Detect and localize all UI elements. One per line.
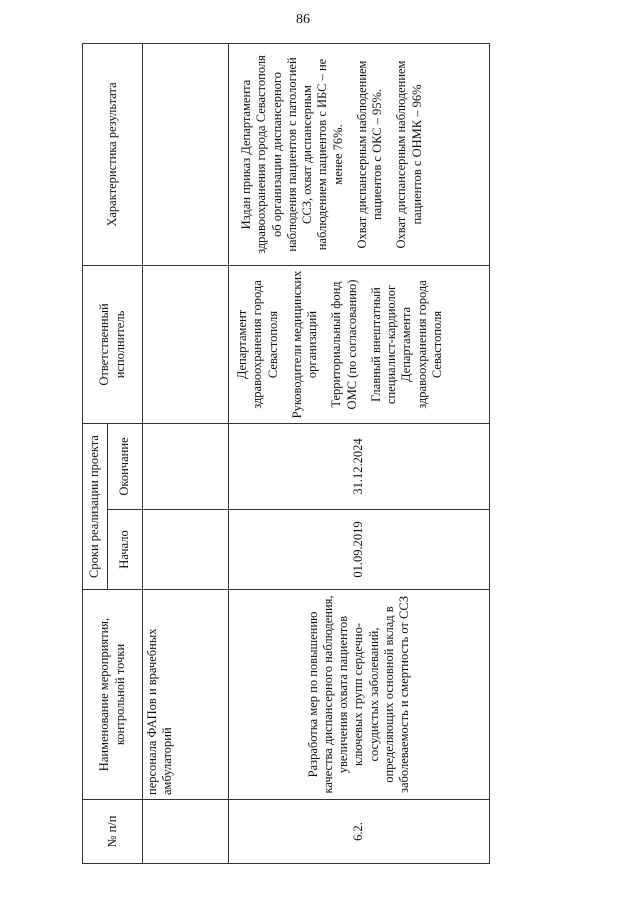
header-result: Характеристика результата xyxy=(83,44,143,266)
header-executor: Ответственный исполнитель xyxy=(83,266,143,424)
row-end: 31.12.2024 xyxy=(229,424,490,510)
page-number: 86 xyxy=(296,12,310,27)
header-terms: Сроки реализации проекта xyxy=(83,424,108,590)
row-start: 01.09.2019 xyxy=(229,510,490,590)
header-num: № п/п xyxy=(83,800,143,864)
row-name xyxy=(143,590,229,800)
table-row xyxy=(143,44,229,864)
executor-department: Департамент здравоохранения города Севастополя xyxy=(235,280,280,409)
executor-cardiologist: Главный внештатный специалист-кардиолог Департамента здравоохранения города Севастополя xyxy=(368,280,444,409)
row-num xyxy=(143,800,229,864)
header-start: Начало xyxy=(108,510,143,590)
row-num: 6.2. xyxy=(229,800,490,864)
row-name-text: персонала ФАПов и врачебных амбулаторий xyxy=(145,628,175,795)
project-activities-table xyxy=(82,43,490,864)
result-order: Издан приказ Департамента здравоохранения города Севастополя об организации диспансерного наблюдения пациентов с патологией ССЗ, охват диспансерным наблюдением пациентов с ИБС – не менее 76%. xyxy=(239,55,345,254)
row-name xyxy=(229,590,490,800)
row-end xyxy=(143,424,229,510)
executor-oms-fund: Территориальный фонд ОМС (по согласованию) xyxy=(329,279,359,410)
header-name: Наименование мероприятия, контрольной точки xyxy=(83,590,143,800)
row-name-text: Разработка мер по повышению качества диспансерного наблюдения, увеличения охвата пациентов ключевых групп сердечно-сосудистых заболеваний, определяющих основной вклад в заболеваемость и смертность от ССЗ xyxy=(305,595,412,794)
executor-heads: Руководители медицинских организаций xyxy=(289,270,319,419)
rotated-table-container xyxy=(82,44,490,864)
result-onmk: Охват диспансерным наблюдением пациентов с ОНМК – 96% xyxy=(394,60,424,249)
result-oks: Охват диспансерным наблюдением пациентов с ОКС – 95%. xyxy=(354,60,384,249)
row-result xyxy=(143,44,229,266)
table-row xyxy=(229,44,490,864)
row-result xyxy=(229,44,490,266)
header-end: Окончание xyxy=(108,424,143,510)
row-executor xyxy=(143,266,229,424)
row-executor xyxy=(229,266,490,424)
row-start xyxy=(143,510,229,590)
